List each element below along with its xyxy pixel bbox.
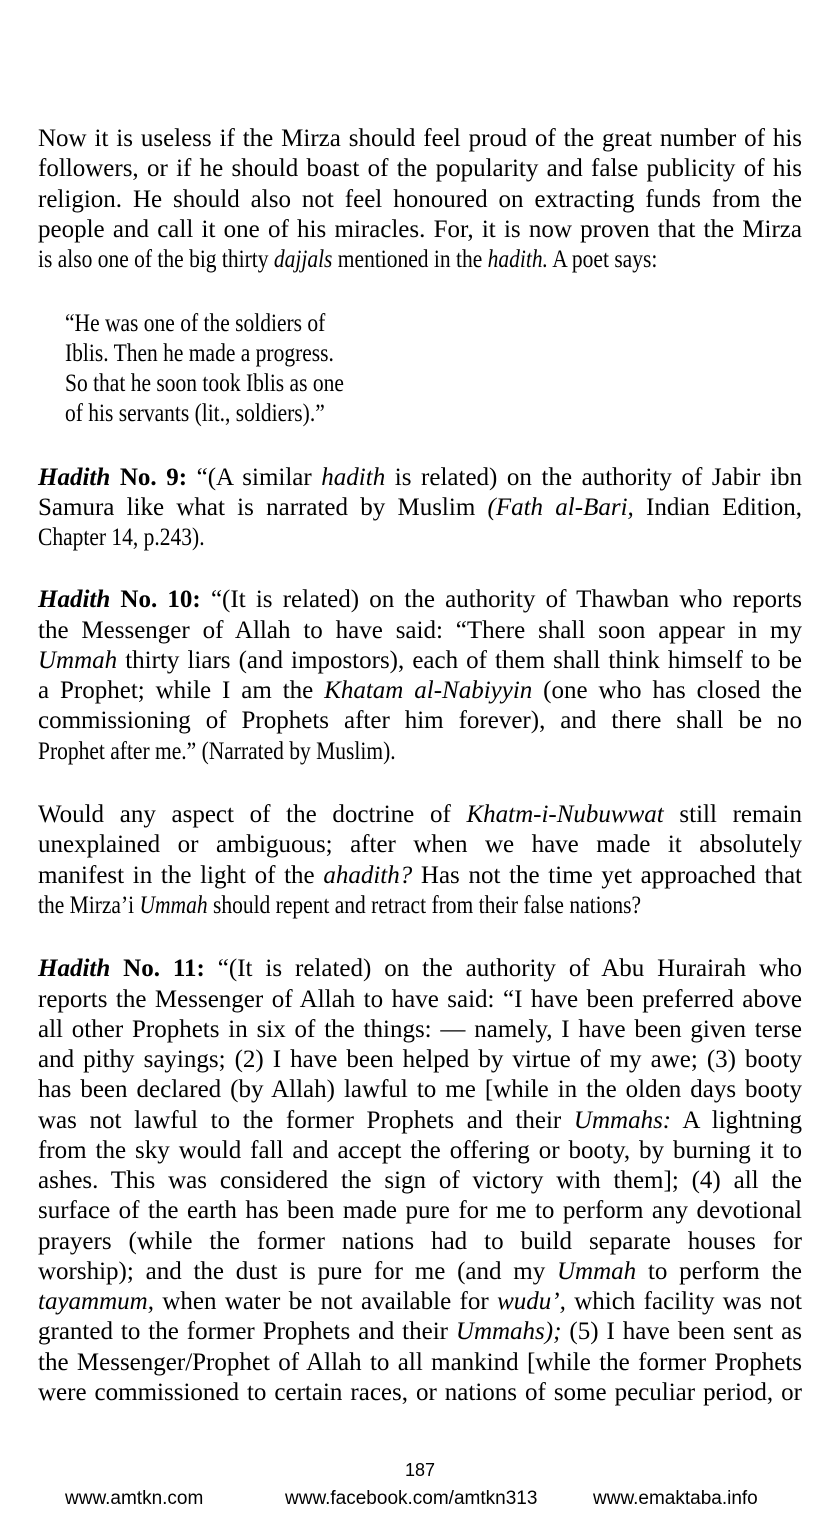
text-segment: was not lawful to the former Prophets and their xyxy=(38,1106,574,1134)
text-segment: were commissioned to certain races, or nations of some peculiar period, or xyxy=(38,1378,802,1406)
text-line-content xyxy=(38,154,802,184)
text-line-content xyxy=(38,523,205,553)
text-segment: prayers (while the former nations had to build separate houses for xyxy=(38,1227,802,1255)
text-line-content xyxy=(38,891,641,921)
text-segment: Now it is useless if the Mirza should feel proud of the great number of his xyxy=(38,125,802,152)
hadith-10-line xyxy=(38,585,802,615)
poem-line xyxy=(65,399,425,429)
hadith-number: No. 11: xyxy=(110,955,205,983)
text-segment: “(It is related) on the authority of Thawban who reports xyxy=(200,586,802,614)
hadith-11-line xyxy=(38,1075,802,1105)
text-segment: Chapter 14, p.243). xyxy=(38,524,205,552)
text-segment: people and call it one of his miracles. For, it is now proven that the Mirza xyxy=(38,215,802,243)
text-line-content xyxy=(38,676,802,706)
text-line-content xyxy=(38,1227,802,1257)
hadith-11-line xyxy=(38,1287,802,1317)
text-segment: A poet says: xyxy=(548,246,658,273)
poem-line xyxy=(65,369,425,399)
text-segment: Indian Edition, xyxy=(633,494,802,522)
text-segment: the Messenger of Allah to have said: “There shall soon appear in my xyxy=(38,616,802,644)
footer-link-amtkn[interactable]: www.amtkn.com xyxy=(65,1488,204,1509)
text-segment: is related) on the authority of Jabir ibn xyxy=(385,463,802,491)
text-segment: (5) I have been sent as xyxy=(561,1318,802,1346)
hadith-label: Hadith xyxy=(38,586,111,614)
italic-term: Ummah xyxy=(38,646,118,674)
text-line-content xyxy=(38,493,802,523)
paragraph-1-line xyxy=(38,185,802,215)
text-segment: the Messenger/Prophet of Allah to all mankind [while the former Prophets xyxy=(38,1348,802,1376)
italic-term: Khatm-i-Nubuwwat xyxy=(466,801,664,829)
italic-term: Ummahs: xyxy=(573,1106,672,1134)
text-segment: religion. He should also not feel honoured on extracting funds from the xyxy=(38,185,802,213)
paragraph-2-line xyxy=(38,830,802,860)
hadith-11-line xyxy=(38,1348,802,1378)
hadith-11-line xyxy=(38,1378,802,1408)
hadith-11-line xyxy=(38,1166,802,1196)
paragraph-2-line xyxy=(38,891,802,921)
text-segment: A lightning xyxy=(671,1106,802,1134)
text-segment: Prophet after me.” (Narrated by Muslim). xyxy=(38,737,396,765)
text-segment: (one who has closed the xyxy=(532,677,802,705)
footer-link-facebook[interactable]: www.facebook.com/amtkn313 xyxy=(285,1488,538,1509)
hadith-10-line xyxy=(38,737,802,767)
text-line-content xyxy=(38,463,802,493)
text-segment: and pithy sayings; (2) I have been helped by virtue of my awe; (3) booty xyxy=(38,1046,802,1074)
text-segment: all other Prophets in six of the things: — namely, I have been given terse xyxy=(38,1015,802,1043)
hadith-11-line xyxy=(38,1136,802,1166)
italic-term: hadith xyxy=(321,463,386,491)
text-segment: a Prophet; while I am the xyxy=(38,677,325,705)
paragraph-1-line xyxy=(38,154,802,184)
text-line-content xyxy=(38,1317,802,1347)
text-segment: has been declared (by Allah) lawful to me [while in the olden days booty xyxy=(38,1076,802,1104)
poem-line xyxy=(65,309,425,339)
hadith-10-line xyxy=(38,646,802,676)
text-line-content xyxy=(38,215,802,245)
text-line-content xyxy=(38,800,802,830)
text-line-content xyxy=(38,1075,802,1105)
poem-line xyxy=(65,339,425,369)
italic-term: Ummah xyxy=(139,891,208,919)
text-line-content xyxy=(38,124,802,154)
text-segment: “(A similar xyxy=(187,463,322,491)
text-line-content xyxy=(38,1348,802,1378)
text-segment: manifest in the light of the xyxy=(38,861,324,889)
italic-term: wudu’, xyxy=(497,1288,566,1316)
text-segment: ashes. This was considered the sign of victory with them]; (4) all the xyxy=(38,1167,802,1195)
text-line-content xyxy=(38,1287,802,1317)
text-line-content xyxy=(38,585,802,615)
text-segment: thirty liars (and impostors), each of them shall think himself to be xyxy=(117,646,802,674)
text-line-content xyxy=(38,1045,802,1075)
italic-term: Ummah xyxy=(557,1257,637,1285)
text-segment: when water be not available for xyxy=(153,1288,498,1316)
text-line-content xyxy=(38,1136,802,1166)
text-line-content xyxy=(38,954,802,984)
text-line-content xyxy=(38,985,802,1015)
paragraph-2-line xyxy=(38,861,802,891)
hadith-9-line xyxy=(38,493,802,523)
paragraph-1-line xyxy=(38,215,802,245)
hadith-11-line xyxy=(38,1317,802,1347)
page-number: 187 xyxy=(404,1460,436,1480)
hadith-9-line xyxy=(38,523,802,553)
hadith-11-line xyxy=(38,1015,802,1045)
italic-term: dajjals xyxy=(273,246,333,273)
poem-line-text: “He was one of the soldiers of xyxy=(65,309,326,337)
text-segment: the Mirza’i xyxy=(38,891,140,919)
text-segment: reports the Messenger of Allah to have said: “I have been preferred above xyxy=(38,985,802,1013)
hadith-label: Hadith xyxy=(38,463,111,491)
text-line-content xyxy=(38,646,802,676)
text-line-content xyxy=(38,245,657,275)
text-line-content xyxy=(38,1378,802,1408)
italic-term: Khatam al-Nabiyyin xyxy=(324,677,533,705)
hadith-11-line xyxy=(38,985,802,1015)
text-segment: which facility was not xyxy=(565,1288,802,1316)
text-segment: is also one of the big thirty xyxy=(38,246,274,273)
hadith-11-line xyxy=(38,1106,802,1136)
paragraph-1-line xyxy=(38,245,802,275)
hadith-11-line xyxy=(38,1045,802,1075)
text-segment: Has not the time yet approached that xyxy=(412,861,802,889)
text-segment: commissioning of Prophets after him forever), and there shall be no xyxy=(38,707,802,735)
text-line-content xyxy=(38,1166,802,1196)
hadith-10-line xyxy=(38,616,802,646)
text-segment: should repent and retract from their false nations? xyxy=(207,891,642,919)
hadith-10-line xyxy=(38,676,802,706)
text-line-content xyxy=(38,185,802,215)
hadith-11-line xyxy=(38,954,802,984)
italic-term: tayammum, xyxy=(38,1288,154,1316)
paragraph-2-line xyxy=(38,800,802,830)
text-line-content xyxy=(38,737,396,767)
text-line-content xyxy=(38,1257,802,1287)
italic-term: ahadith? xyxy=(323,861,413,889)
text-segment: followers, or if he should boast of the popularity and false publicity of his xyxy=(38,155,802,183)
text-line-content xyxy=(38,1015,802,1045)
footer-link-emaktaba[interactable]: www.emaktaba.info xyxy=(593,1488,758,1509)
italic-term: hadith. xyxy=(487,246,549,273)
hadith-11-line xyxy=(38,1196,802,1226)
text-segment: still remain xyxy=(663,801,803,829)
hadith-number: No. 9: xyxy=(110,463,188,491)
text-line-content xyxy=(38,830,802,860)
text-segment: surface of the earth has been made pure for me to perform any devotional xyxy=(38,1197,802,1225)
hadith-number: No. 10: xyxy=(110,586,201,614)
text-segment: to perform the xyxy=(636,1257,802,1285)
text-segment: mentioned in the xyxy=(332,246,488,273)
text-segment: unexplained or ambiguous; after when we have made it absolutely xyxy=(38,831,802,859)
hadith-10-line xyxy=(38,706,802,736)
text-segment: Would any aspect of the doctrine of xyxy=(38,801,467,829)
hadith-label: Hadith xyxy=(38,955,111,983)
text-segment: granted to the former Prophets and their xyxy=(38,1318,456,1346)
poem-line-text: of his servants (lit., soldiers).” xyxy=(65,400,325,428)
text-line-content xyxy=(38,1196,802,1226)
hadith-9-line xyxy=(38,463,802,493)
text-line-content xyxy=(38,1106,802,1136)
italic-term: Ummahs); xyxy=(455,1318,562,1346)
text-line-content xyxy=(38,706,802,736)
text-line-content xyxy=(38,616,802,646)
text-segment: worship); and the dust is pure for me (and my xyxy=(38,1257,557,1285)
paragraph-1-line xyxy=(38,124,802,154)
poem-line-text: So that he soon took Iblis as one xyxy=(65,370,344,398)
italic-term: (Fath al-Bari, xyxy=(487,494,634,522)
poem-line-text: Iblis. Then he made a progress. xyxy=(65,339,334,367)
hadith-11-line xyxy=(38,1257,802,1287)
text-line-content xyxy=(38,861,802,891)
text-segment: Samura like what is narrated by Muslim xyxy=(38,494,488,522)
text-segment: “(It is related) on the authority of Abu Hurairah who xyxy=(204,955,802,983)
hadith-11-line xyxy=(38,1227,802,1257)
text-segment: from the sky would fall and accept the offering or booty, by burning it to xyxy=(38,1136,802,1164)
